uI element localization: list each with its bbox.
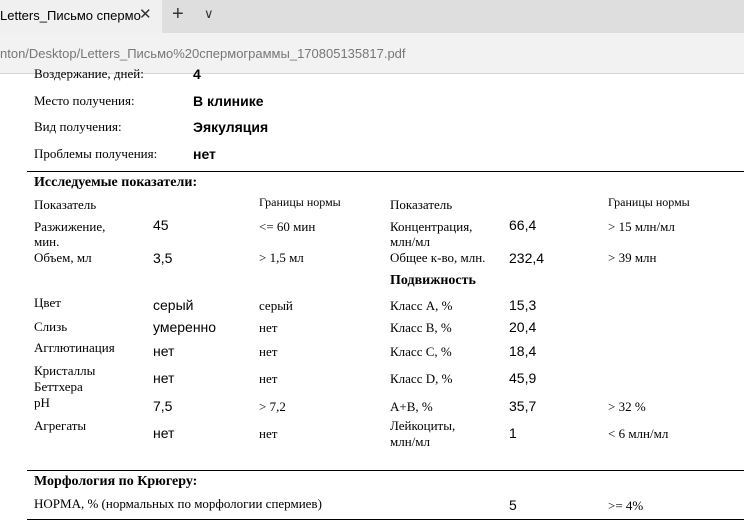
method-label: Вид получения:: [34, 119, 122, 134]
abstinence-label: Воздержание, дней:: [34, 66, 144, 81]
agglutination-label: Агглютинация: [34, 340, 115, 355]
ab-norm: > 32 %: [608, 399, 646, 414]
crystals-value: нет: [153, 370, 175, 386]
section-title-indicators: Исследуемые показатели:: [34, 175, 198, 190]
class-b-value: 20,4: [509, 319, 537, 335]
color-value: серый: [153, 297, 194, 313]
aggregates-norm: нет: [259, 426, 278, 441]
ph-label: pH: [34, 395, 50, 410]
color-label: Цвет: [34, 295, 61, 310]
class-a-label: Класс A, %: [390, 298, 453, 313]
leukocytes-value: 1: [509, 425, 517, 441]
col-header-indicator: Показатель: [34, 197, 97, 212]
aggregates-value: нет: [153, 425, 175, 441]
volume-label: Объем, мл: [34, 250, 92, 265]
problems-value: нет: [193, 146, 216, 162]
kruger-norm-value: 5: [509, 497, 517, 513]
col-header-norm-right: Границы нормы: [608, 195, 690, 209]
class-c-value: 18,4: [509, 343, 537, 359]
volume-norm: > 1,5 мл: [259, 250, 304, 265]
total-count-value: 232,4: [509, 250, 545, 266]
close-icon[interactable]: ✕: [139, 6, 152, 23]
url-text[interactable]: nton/Desktop/Letters_Письмо%20спермограммы_170805135817.pdf: [0, 46, 406, 61]
liquefaction-norm: <= 60 мин: [259, 219, 316, 234]
class-b-label: Класс B, %: [390, 320, 452, 335]
liquefaction-label: Разжижение,: [34, 219, 106, 234]
ab-label: A+B, %: [390, 399, 433, 414]
section-divider: [27, 171, 744, 172]
kruger-norm-label: НОРМА, % (нормальных по морфологии спермиев): [34, 496, 322, 511]
volume-value: 3,5: [153, 250, 173, 266]
browser-tab[interactable]: [0, 0, 162, 33]
motility-title: Подвижность: [390, 273, 476, 288]
liquefaction-label-line2: мин.: [34, 234, 60, 249]
aggregates-label: Агрегаты: [34, 418, 87, 433]
section-title-kruger: Морфология по Крюгеру:: [34, 474, 198, 489]
class-c-label: Класс C, %: [390, 344, 452, 359]
total-count-norm: > 39 млн: [608, 250, 657, 265]
mucus-label: Слизь: [34, 319, 68, 334]
section-divider-kruger: [27, 470, 744, 471]
tab-title[interactable]: Letters_Письмо спермо: [0, 8, 141, 23]
col-header-indicator-right: Показатель: [390, 197, 453, 212]
class-d-value: 45,9: [509, 370, 537, 386]
liquefaction-value: 45: [153, 217, 169, 233]
chevron-down-icon[interactable]: ∨: [204, 6, 214, 21]
class-a-value: 15,3: [509, 297, 537, 313]
ab-value: 35,7: [509, 398, 537, 414]
crystals-label-line2: Беттхера: [34, 379, 83, 394]
mucus-norm: нет: [259, 320, 278, 335]
ph-value: 7,5: [153, 398, 173, 414]
col-header-norm: Границы нормы: [259, 195, 341, 209]
agglutination-norm: нет: [259, 344, 278, 359]
leukocytes-norm: < 6 млн/мл: [608, 426, 669, 441]
bottom-divider: [27, 519, 744, 520]
agglutination-value: нет: [153, 343, 175, 359]
total-count-label: Общее к-во, млн.: [390, 250, 486, 265]
ph-norm: > 7,2: [259, 399, 286, 414]
concentration-value: 66,4: [509, 217, 537, 233]
crystals-label: Кристаллы: [34, 363, 96, 378]
abstinence-value: 4: [193, 66, 201, 82]
mucus-value: умеренно: [153, 319, 217, 335]
leukocytes-label: Лейкоциты,: [390, 418, 456, 433]
concentration-norm: > 15 млн/мл: [608, 219, 675, 234]
color-norm: серый: [259, 298, 293, 313]
method-value: Эякуляция: [193, 119, 269, 135]
pdf-page: [0, 66, 744, 523]
new-tab-icon[interactable]: +: [172, 3, 184, 25]
class-d-label: Класс D, %: [390, 371, 453, 386]
crystals-norm: нет: [259, 371, 278, 386]
concentration-label-line2: млн/мл: [390, 234, 430, 249]
kruger-norm-range: >= 4%: [608, 498, 644, 513]
tab-bar: [0, 0, 744, 33]
leukocytes-label-line2: млн/мл: [390, 434, 430, 449]
place-value: В клинике: [193, 93, 264, 109]
problems-label: Проблемы получения:: [34, 146, 158, 161]
place-label: Место получения:: [34, 93, 135, 108]
concentration-label: Концентрация,: [390, 219, 473, 234]
